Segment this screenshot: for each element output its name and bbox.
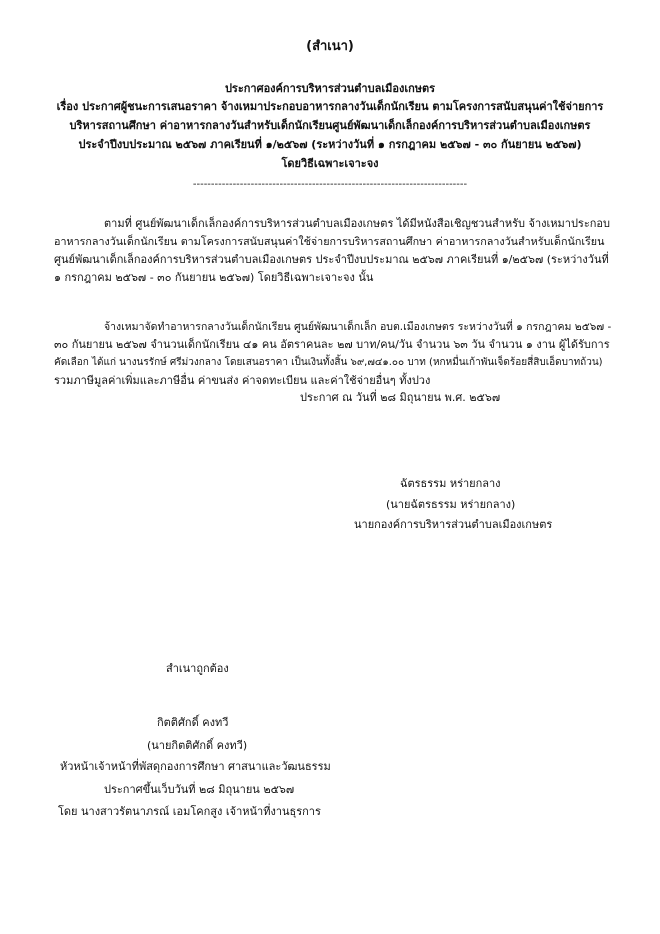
copy-correct-label: สำเนาถูกต้อง [166, 662, 229, 675]
separator-line: ---------------------------------------------------------------------------- [192, 179, 468, 190]
main-signer-name: (นายฉัตรธรรม หร่ายกลาง) [386, 498, 516, 511]
main-signature: ฉัตรธรรม หร่ายกลาง [400, 477, 501, 490]
paragraph-line: จ้างเหมาจัดทำอาหารกลางวันเด็กนักเรียน ศูนย์พัฒนาเด็กเล็ก อบต.เมืองเกษตร ระหว่างวันที่ ๑ กรกฎาคม ๒๕๖๗ - [104, 321, 612, 333]
web-post-date: ประกาศขึ้นเว็บวันที่ ๒๘ มิถุนายน ๒๕๖๗ [104, 783, 295, 796]
posted-by: โดย นางสาวรัตนาภรณ์ เอมโคกสูง เจ้าหน้าที่งานธุรการ [58, 805, 321, 818]
certifier-signature: กิตติศักดิ์ คงทวี [157, 716, 229, 729]
announcement-title: ประกาศองค์การบริหารส่วนตำบลเมืองเกษตร [224, 82, 436, 95]
paragraph-line: คัดเลือก ได้แก่ นางนรรักษ์ ศรีม่วงกลาง โดยเสนอราคา เป็นเงินทั้งสิ้น ๖๙,๗๔๑.๐๐ บาท (หกหมื่นเก้าพันเจ็ดร้อยสี่สิบเอ็ดบาทถ้วน) [54, 357, 603, 368]
paragraph-invitation [54, 215, 614, 287]
main-signer-position: นายกองค์การบริหารส่วนตำบลเมืองเกษตร [354, 518, 553, 531]
paragraph-line: ตามที่ ศูนย์พัฒนาเด็กเล็กองค์การบริหารส่วนตำบลเมืองเกษตร ได้มีหนังสือเชิญชวนสำหรับ จ้างเหมาประกอบ [104, 217, 610, 230]
paragraph-award [54, 318, 614, 390]
paragraph-line: ๑ กรกฎาคม ๒๕๖๗ - ๓๐ กันยายน ๒๕๖๗) โดยวิธีเฉพาะเจาะจง นั้น [54, 271, 374, 284]
paragraph-line: รวมภาษีมูลค่าเพิ่มและภาษีอื่น ค่าขนส่ง ค่าจดทะเบียน และค่าใช้จ่ายอื่นๆ ทั้งปวง [54, 374, 431, 387]
paragraph-line: อาหารกลางวันเด็กนักเรียน ตามโครงการสนับสนุนค่าใช้จ่ายการบริหารสถานศึกษา ค่าอาหารกลางวันสำหรับเด็กนักเรียน [54, 235, 605, 248]
paragraph-line: ๓๐ กันยายน ๒๕๖๗ จำนวนเด็กนักเรียน ๔๑ คน อัตราคนละ ๒๗ บาท/คน/วัน จำนวน ๖๓ วัน จำนวน ๑ งาน ผู้ได้รับการ [54, 338, 610, 351]
certifier-name: (นายกิตติศักดิ์ คงทวี) [147, 739, 248, 752]
subject-line-2: บริหารสถานศึกษา ค่าอาหารกลางวันสำหรับเด็กนักเรียนศูนย์พัฒนาเด็กเล็กองค์การบริหารส่วนตำบลเมืองเกษตร [69, 119, 591, 132]
subject-line-1: เรื่อง ประกาศผู้ชนะการเสนอราคา จ้างเหมาประกอบอาหารกลางวันเด็กนักเรียน ตามโครงการสนับสนุนค่าใช้จ่ายการ [56, 100, 604, 113]
method-line: โดยวิธีเฉพาะเจาะจง [281, 157, 379, 170]
copy-mark: (สำเนา) [306, 39, 354, 54]
announce-date: ประกาศ ณ วันที่ ๒๘ มิถุนายน พ.ศ. ๒๕๖๗ [300, 391, 501, 404]
subject-line-3: ประจำปีงบประมาณ ๒๕๖๗ ภาคเรียนที่ ๑/๒๕๖๗ (ระหว่างวันที่ ๑ กรกฎาคม ๒๕๖๗ - ๓๐ กันยายน ๒๕๖๗) [78, 138, 582, 151]
certifier-position: หัวหน้าเจ้าหน้าที่พัสดุกองการศึกษา ศาสนาและวัฒนธรรม [60, 760, 331, 773]
paragraph-line: ศูนย์พัฒนาเด็กเล็กองค์การบริหารส่วนตำบลเมืองเกษตร ประจำปีงบประมาณ ๒๕๖๗ ภาคเรียนที่ ๑/๒๕๖๗ (ระหว่างวันที่ [54, 253, 609, 266]
